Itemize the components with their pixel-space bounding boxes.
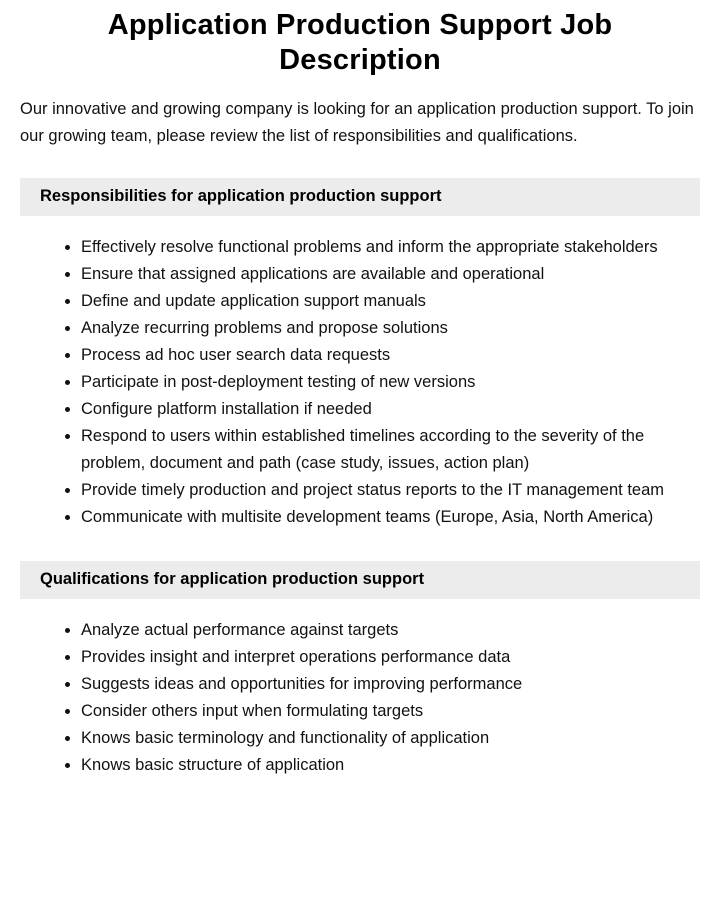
list-item: Suggests ideas and opportunities for improving performance [65, 671, 700, 698]
page-title: Application Production Support Job Description [107, 9, 613, 76]
responsibilities-heading: Responsibilities for application production support [20, 178, 700, 216]
responsibilities-list [20, 234, 700, 531]
list-item: Effectively resolve functional problems and inform the appropriate stakeholders [65, 234, 700, 261]
list-item: Configure platform installation if needed [65, 396, 700, 423]
intro-paragraph: Our innovative and growing company is looking for an application production support. To join our growing team, please review the list of responsibilities and qualifications. [20, 100, 694, 145]
list-item: Provides insight and interpret operations performance data [65, 644, 700, 671]
list-item: Define and update application support manuals [65, 288, 700, 315]
list-item: Communicate with multisite development teams (Europe, Asia, North America) [65, 504, 700, 531]
list-item: Knows basic terminology and functionality of application [65, 725, 700, 752]
list-item: Respond to users within established timelines according to the severity of the problem, document and path (case study, issues, action plan) [65, 423, 700, 477]
list-item: Participate in post-deployment testing of new versions [65, 369, 700, 396]
qualifications-section [20, 561, 700, 779]
job-description-page [0, 8, 720, 779]
list-item: Analyze actual performance against targets [65, 617, 700, 644]
responsibilities-section [20, 178, 700, 531]
list-item: Provide timely production and project status reports to the IT management team [65, 477, 700, 504]
qualifications-list [20, 617, 700, 779]
list-item: Ensure that assigned applications are available and operational [65, 261, 700, 288]
list-item: Process ad hoc user search data requests [65, 342, 700, 369]
qualifications-heading: Qualifications for application production support [20, 561, 700, 599]
list-item: Consider others input when formulating targets [65, 698, 700, 725]
list-item: Knows basic structure of application [65, 752, 700, 779]
list-item: Analyze recurring problems and propose solutions [65, 315, 700, 342]
